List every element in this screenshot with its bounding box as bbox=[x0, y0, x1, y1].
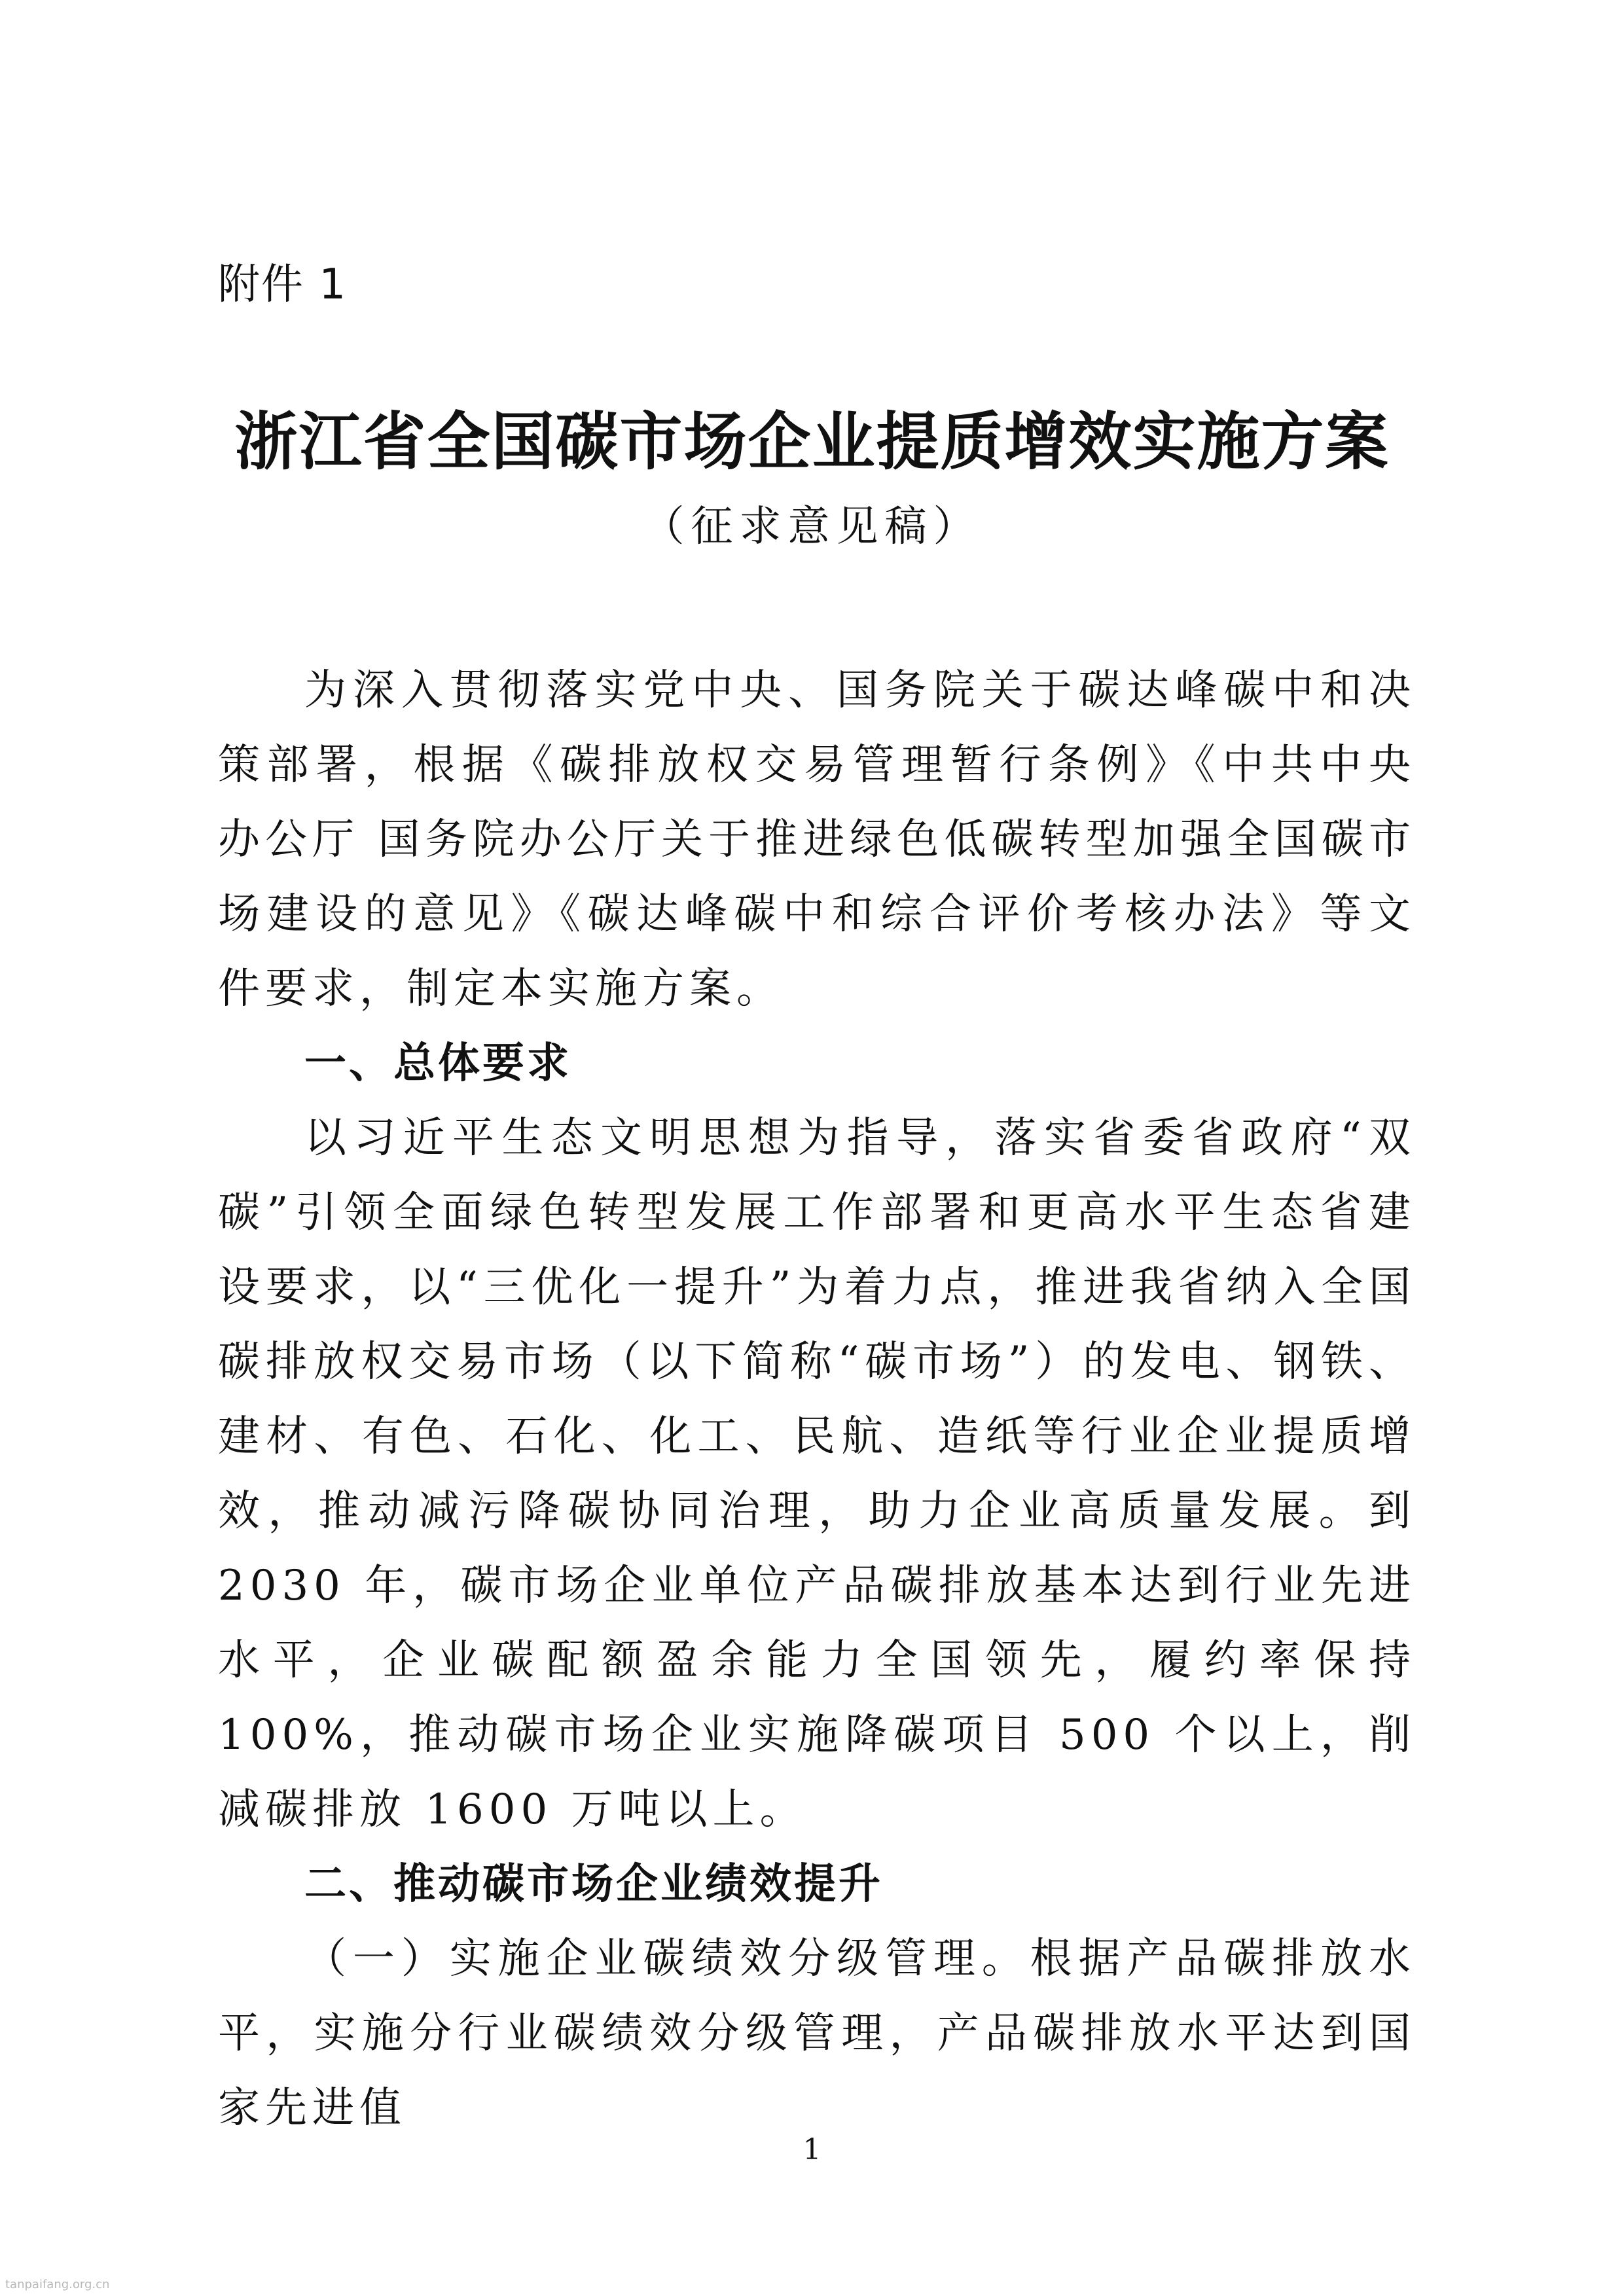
section-heading-general-requirements: 一、总体要求 bbox=[304, 1039, 571, 1088]
page-number: 1 bbox=[803, 2133, 821, 2166]
document-title: 浙江省全国碳市场企业提质增效实施方案 bbox=[234, 404, 1390, 478]
section-heading-performance: 二、推动碳市场企业绩效提升 bbox=[304, 1860, 883, 1909]
attachment-label: 附件 1 bbox=[218, 260, 348, 309]
section-paragraph: （一）实施企业碳绩效分级管理。根据产品碳排放水平，实施分行业碳绩效分级管理，产品碳排放水平达到国家先进值 bbox=[218, 1935, 1416, 2132]
intro-paragraph: 为深入贯彻落实党中央、国务院关于碳达峰碳中和决策部署，根据《碳排放权交易管理暂行条例》《中共中央办公厅 国务院办公厅关于推进绿色低碳转型加强全国碳市场建设的意见》《碳达峰碳中和综合评价考核办法》等文件要求，制定本实施方案。 bbox=[218, 666, 1416, 1013]
document-subtitle: （征求意见稿） bbox=[642, 503, 982, 551]
document-body bbox=[218, 653, 1416, 2145]
watermark: tanpaifang.org.cn bbox=[5, 2278, 110, 2291]
section-paragraph: 以习近平生态文明思想为指导，落实省委省政府“双碳”引领全面绿色转型发展工作部署和更高水平生态省建设要求，以“三优化一提升”为着力点，推进我省纳入全国碳排放权交易市场（以下简称“碳市场”）的发电、钢铁、建材、有色、石化、化工、民航、造纸等行业企业提质增效，推动减污降碳协同治理，助力企业高质量发展。到 2030 年，碳市场企业单位产品碳排放基本达到行业先进水平，企业碳配额盈余能力全国领先，履约率保持 100%，推动碳市场企业实施降碳项目 500 个以上，削减碳排放 1600 万吨以上。 bbox=[218, 1114, 1416, 1834]
